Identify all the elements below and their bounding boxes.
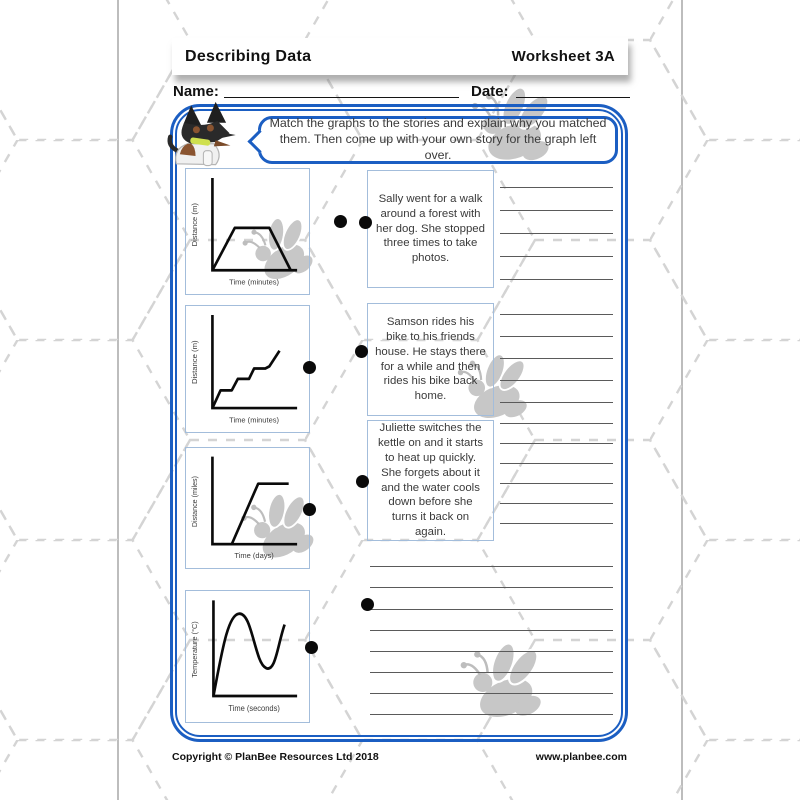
name-input-line[interactable] [224,80,459,98]
worksheet-number: Worksheet 3A [511,48,615,65]
story-2-match-dot[interactable] [355,345,368,358]
instruction-text: Match the graphs to the stories and explain why you matched them. Then come up with your own story for the graph left over. [269,116,607,162]
own-story-match-dot[interactable] [361,598,374,611]
graph-2-match-dot[interactable] [303,361,316,374]
worksheet-title: Describing Data [185,47,312,65]
graph-x-axis-label: Time (minutes) [229,277,280,287]
answer-line[interactable] [500,256,613,257]
story-box-1 [367,170,494,288]
answer-line[interactable] [500,358,613,359]
answer-line[interactable] [500,443,613,444]
story-text: Juliette switches the kettle on and it starts to heat up quickly. She forgets about it and the water cools down before she turns it back on again. [377,422,484,538]
story-box-2 [367,303,494,416]
graph-x-axis-label: Time (seconds) [228,703,280,714]
copyright-text: Copyright © PlanBee Resources Ltd 2018 [172,751,379,763]
own-story-line[interactable] [370,651,613,652]
own-story-line[interactable] [370,566,613,567]
graph-1-match-dot[interactable] [334,215,347,228]
graph-3-match-dot[interactable] [303,503,316,516]
own-story-line[interactable] [370,714,613,715]
answer-line[interactable] [500,336,613,337]
header-band [172,38,628,75]
graph-box-2 [185,305,310,433]
graph-x-axis-label: Time (minutes) [229,415,280,425]
graph-curve [212,228,290,270]
date-input-line[interactable] [516,80,630,98]
graph-y-axis-label: Distance (miles) [190,476,200,528]
graph-curve [212,351,279,408]
story-text: Sally went for a walk around a forest with her dog. She stopped three times to take photos. [376,192,485,265]
graph-y-axis-label: Distance (m) [190,340,200,385]
graph-box-4 [185,590,310,723]
name-label: Name: [173,83,219,100]
answer-line[interactable] [500,463,613,464]
instruction-speech-bubble [258,116,618,164]
answer-line[interactable] [500,279,613,280]
story-1-match-dot[interactable] [359,216,372,229]
story-text: Samson rides his bike to his friends house. He stays there for a while and then rides his bike back home. [375,316,486,403]
answer-line[interactable] [500,314,613,315]
website-link[interactable]: www.planbee.com [535,751,627,763]
graph-box-1 [185,168,310,295]
graph-y-axis-label: Distance (m) [190,203,200,247]
answer-line[interactable] [500,523,613,524]
own-story-line[interactable] [370,672,613,673]
answer-line[interactable] [500,423,613,424]
answer-line[interactable] [500,210,613,211]
graph-box-3 [185,447,310,569]
graph-y-axis-label: Temperature (°C) [191,621,200,678]
answer-line[interactable] [500,402,613,403]
dog-illustration [165,100,261,170]
graph-curve [213,614,284,696]
graph-curve [212,484,288,544]
own-story-line[interactable] [370,693,613,694]
answer-line[interactable] [500,233,613,234]
answer-line[interactable] [500,187,613,188]
answer-line[interactable] [500,503,613,504]
story-box-3 [367,420,494,541]
story-3-match-dot[interactable] [356,475,369,488]
date-label: Date: [471,83,509,100]
answer-line[interactable] [500,483,613,484]
own-story-line[interactable] [370,587,613,588]
own-story-line[interactable] [370,630,613,631]
answer-line[interactable] [500,380,613,381]
graph-x-axis-label: Time (days) [234,551,274,561]
own-story-line[interactable] [370,609,613,610]
graph-4-match-dot[interactable] [305,641,318,654]
